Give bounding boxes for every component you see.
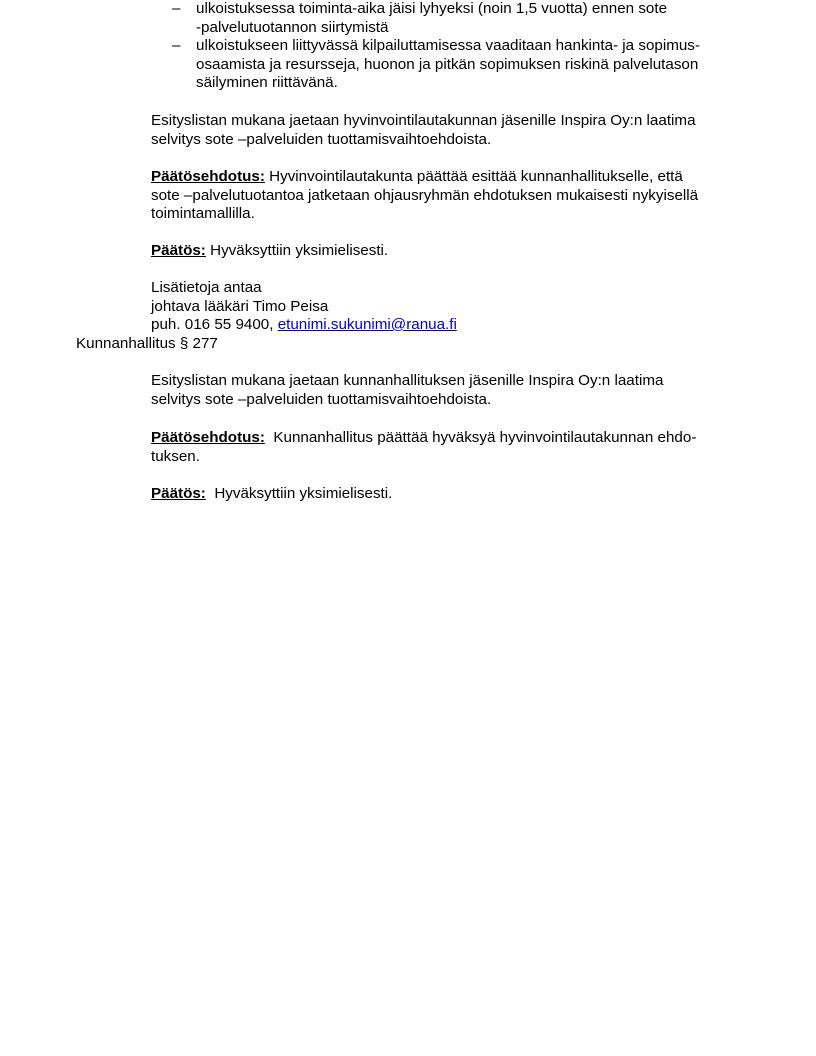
text-line: Esityslistan mukana jaetaan kunnanhallituksen jäsenille Inspira Oy:n laatima	[151, 372, 664, 389]
dash-bullet: –	[172, 0, 181, 17]
proposal-label: Päätösehdotus:	[151, 429, 265, 446]
section2-intro	[151, 372, 731, 409]
section1-decision	[151, 242, 731, 261]
text-line: Hyvinvointilautakunta päättää esittää kunnanhallitukselle, että	[264, 168, 683, 185]
proposal-label: Päätösehdotus:	[151, 168, 265, 185]
list-item-line: säilyminen riittävänä.	[196, 74, 338, 91]
text-line: Esityslistan mukana jaetaan hyvinvointilautakunnan jäsenille Inspira Oy:n laatima	[151, 112, 696, 129]
section1-proposal	[151, 168, 731, 224]
list-item	[172, 37, 732, 93]
list-item-line: -palvelutuotannon siirtymistä	[196, 18, 389, 36]
list-item-line: osaamista ja resursseja, huonon ja pitkän sopimuksen riskinä palvelutason	[196, 55, 699, 73]
section2-decision	[151, 485, 731, 504]
text-line: Lisätietoja antaa	[151, 279, 262, 296]
list-item-line: ulkoistuksessa toiminta-aika jäisi lyhyeksi (noin 1,5 vuotta) ennen sote	[196, 0, 668, 17]
section2-proposal	[151, 429, 731, 466]
list-item	[172, 0, 732, 37]
decision-text: Hyväksyttiin yksimielisesti.	[205, 242, 389, 259]
contact-info	[151, 279, 731, 335]
dash-bullet: –	[172, 37, 181, 54]
decision-label: Päätös:	[151, 485, 206, 502]
text-line: sote –palvelutuotantoa jatketaan ohjausryhmän ehdotuksen mukaisesti nykyisellä	[151, 186, 699, 204]
section-heading: Kunnanhallitus § 277	[76, 335, 218, 352]
text-line: selvitys sote –palveluiden tuottamisvaihtoehdoista.	[151, 130, 492, 148]
phone-text: puh. 016 55 9400,	[151, 316, 278, 333]
decision-text: Hyväksyttiin yksimielisesti.	[205, 485, 393, 502]
text-line: toimintamallilla.	[151, 205, 255, 222]
list-item-line: ulkoistukseen liittyvässä kilpailuttamisessa vaaditaan hankinta- ja sopimus-	[196, 37, 700, 54]
email-link[interactable]: etunimi.sukunimi@ranua.fi	[277, 316, 457, 333]
section1-intro	[151, 112, 731, 149]
text-line: selvitys sote –palveluiden tuottamisvaihtoehdoista.	[151, 390, 492, 408]
decision-label: Päätös:	[151, 242, 206, 259]
bullet-list	[172, 0, 732, 93]
text-line: johtava lääkäri Timo Peisa	[151, 297, 329, 315]
text-line: Kunnanhallitus päättää hyväksyä hyvinvointilautakunnan ehdo-	[264, 429, 697, 446]
text-line: tuksen.	[151, 447, 200, 465]
